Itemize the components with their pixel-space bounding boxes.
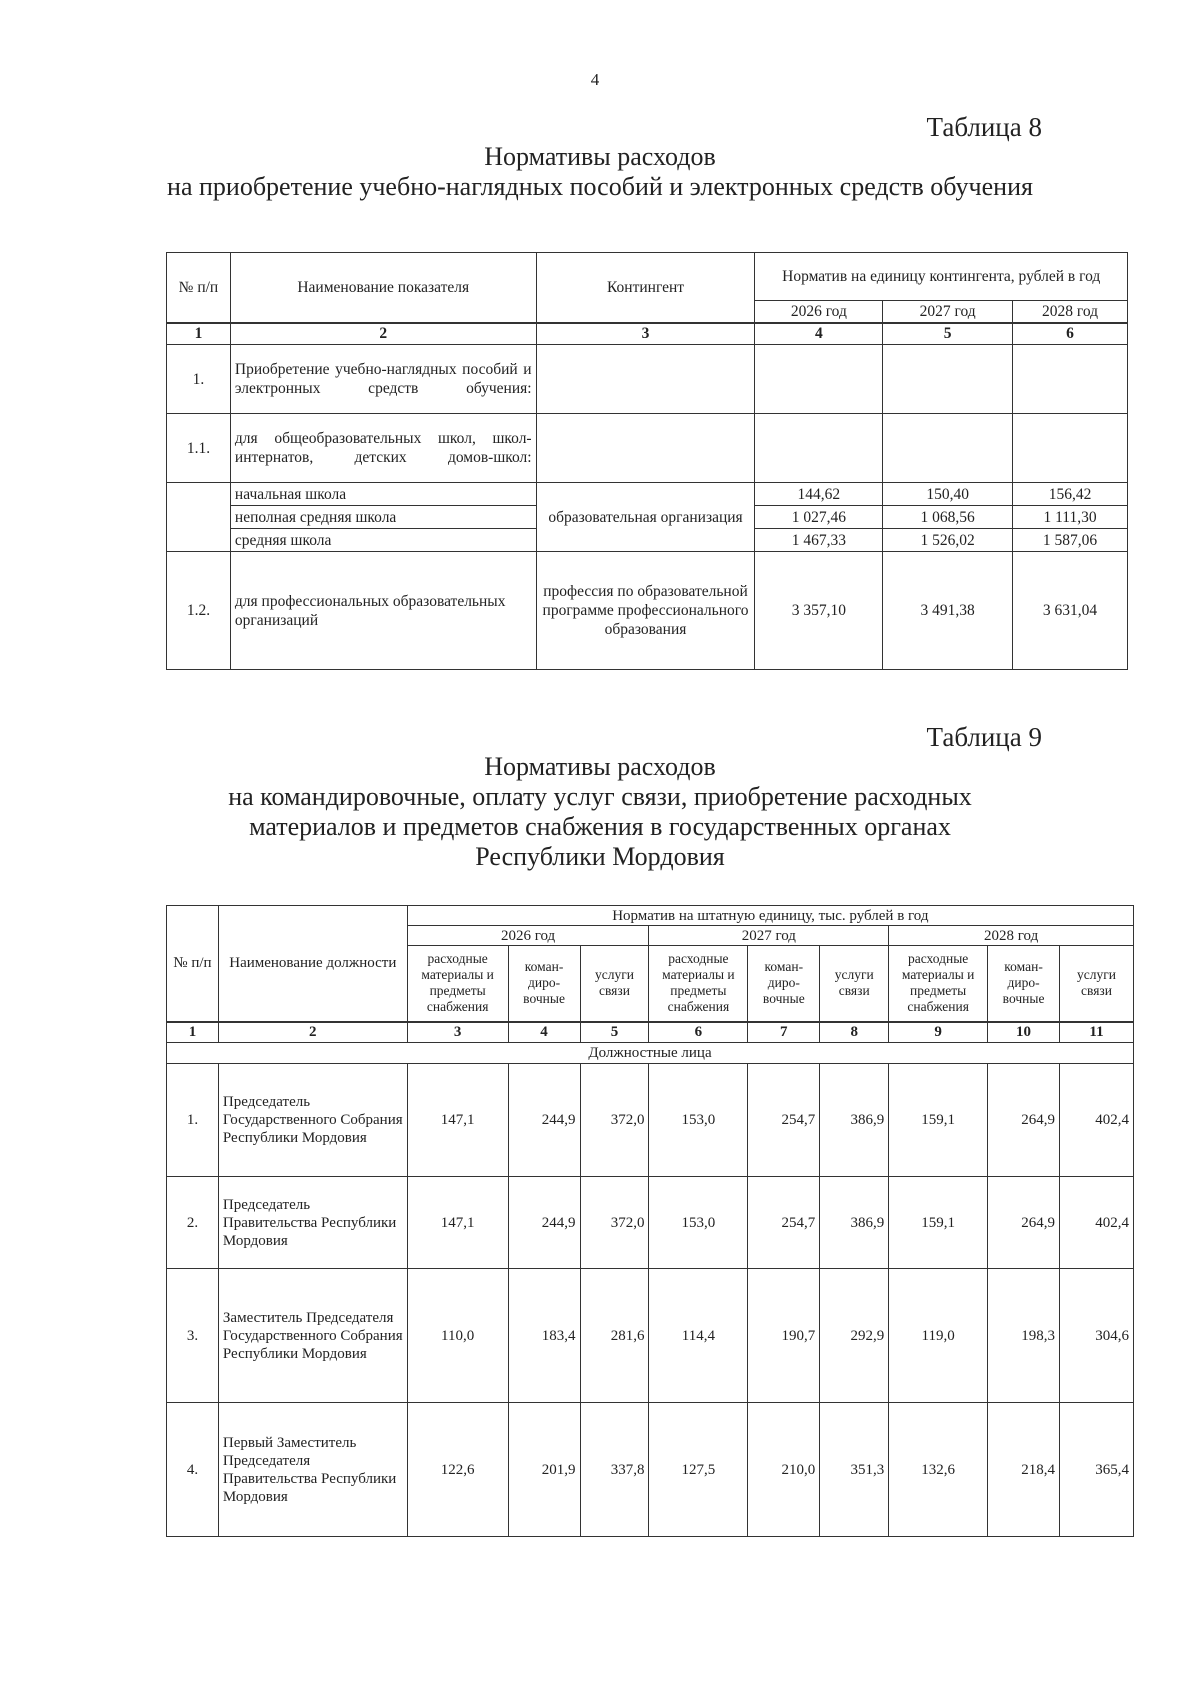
t9-value: 110,0 [407, 1269, 508, 1403]
t9-value: 153,0 [649, 1177, 748, 1269]
t9-row-num: 4. [167, 1403, 219, 1537]
t9-subheader-materials: расходные материалы и предметы снабжения [649, 946, 748, 1022]
t9-value: 304,6 [1060, 1269, 1134, 1403]
t8-sub-name: средняя школа [230, 529, 536, 552]
t8-empty-cell [883, 414, 1013, 483]
t8-value: 156,42 [1013, 483, 1128, 506]
table9-title-line4: Республики Мордовия [475, 842, 725, 871]
table8-title-line2: на приобретение учебно-наглядных пособий и электронных средств обучения [167, 172, 1033, 201]
t8-empty-cell [167, 483, 231, 552]
table8-title-line1: Нормативы расходов [484, 142, 716, 171]
t8-row-name: для общеобразовательных школ, школ-интернатов, детских домов-школ: [230, 414, 536, 483]
t8-value: 1 526,02 [883, 529, 1013, 552]
t9-header-2026: 2026 год [407, 926, 649, 946]
t9-value: 201,9 [508, 1403, 580, 1537]
t8-header-num: № п/п [167, 253, 231, 323]
t9-value: 292,9 [820, 1269, 889, 1403]
t9-value: 210,0 [748, 1403, 820, 1537]
t9-value: 119,0 [889, 1269, 988, 1403]
t8-empty-cell [536, 414, 755, 483]
t8-value: 3 631,04 [1013, 552, 1128, 670]
table8-label: Таблица 8 [926, 112, 1042, 142]
t9-header-num: № п/п [167, 906, 219, 1022]
t8-empty-cell [755, 345, 883, 414]
table-row [167, 1269, 1134, 1403]
t9-value: 153,0 [649, 1064, 748, 1177]
t8-row-num: 1. [167, 345, 231, 414]
t9-value: 386,9 [820, 1064, 889, 1177]
t8-value: 1 587,06 [1013, 529, 1128, 552]
t9-subheader-materials: расходные материалы и предметы снабжения [407, 946, 508, 1022]
t9-colnum: 7 [748, 1022, 820, 1043]
t8-value: 1 068,56 [883, 506, 1013, 529]
t9-colnum: 8 [820, 1022, 889, 1043]
t9-value: 402,4 [1060, 1064, 1134, 1177]
table-row [167, 483, 1128, 506]
table9-title-line2: на командировочные, оплату услуг связи, приобретение расходных [228, 782, 972, 811]
t8-value: 3 357,10 [755, 552, 883, 670]
t9-colnum: 5 [580, 1022, 649, 1043]
t9-value: 147,1 [407, 1064, 508, 1177]
t9-colnum: 3 [407, 1022, 508, 1043]
t9-row-name: Председатель Государственного Собрания Республики Мордовия [218, 1064, 407, 1177]
t9-header-norm: Норматив на штатную единицу, тыс. рублей в год [407, 906, 1133, 926]
t8-row-num: 1.2. [167, 552, 231, 670]
t8-colnum: 5 [883, 323, 1013, 345]
t9-colnum: 4 [508, 1022, 580, 1043]
t9-row-num: 3. [167, 1269, 219, 1403]
t9-value: 337,8 [580, 1403, 649, 1537]
table8 [166, 252, 1128, 670]
t8-header-contingent: Контингент [536, 253, 755, 323]
t9-value: 254,7 [748, 1177, 820, 1269]
t9-subheader-comm: услуги связи [1060, 946, 1134, 1022]
t9-value: 127,5 [649, 1403, 748, 1537]
t9-colnum: 9 [889, 1022, 988, 1043]
t9-value: 372,0 [580, 1177, 649, 1269]
t9-colnum: 1 [167, 1022, 219, 1043]
t8-row-name: Приобретение учебно-наглядных пособий и электронных средств обучения: [230, 345, 536, 414]
t9-value: 147,1 [407, 1177, 508, 1269]
t9-value: 264,9 [988, 1064, 1060, 1177]
t9-row-name: Председатель Правительства Республики Мордовия [218, 1177, 407, 1269]
t8-row-contingent: профессия по образовательной программе профессионального образования [536, 552, 755, 670]
t9-value: 372,0 [580, 1064, 649, 1177]
table9-title-line1: Нормативы расходов [484, 752, 716, 781]
t9-row-name: Первый Заместитель Председателя Правительства Республики Мордовия [218, 1403, 407, 1537]
t9-value: 244,9 [508, 1177, 580, 1269]
t9-value: 386,9 [820, 1177, 889, 1269]
t9-section-title: Должностные лица [167, 1043, 1134, 1064]
t8-colnum: 2 [230, 323, 536, 345]
table-row [167, 345, 1128, 414]
t9-subheader-trips: коман-диро-вочные [508, 946, 580, 1022]
t8-empty-cell [1013, 345, 1128, 414]
t8-colnum: 6 [1013, 323, 1128, 345]
t9-value: 190,7 [748, 1269, 820, 1403]
t8-value: 1 467,33 [755, 529, 883, 552]
table9-title-line3: материалов и предметов снабжения в государственных органах [249, 812, 951, 841]
t9-subheader-trips: коман-диро-вочные [748, 946, 820, 1022]
t8-sub-name: начальная школа [230, 483, 536, 506]
t9-value: 264,9 [988, 1177, 1060, 1269]
t8-colnum: 4 [755, 323, 883, 345]
t9-value: 218,4 [988, 1403, 1060, 1537]
table9-title [140, 752, 1060, 872]
t8-value: 144,62 [755, 483, 883, 506]
t8-empty-cell [883, 345, 1013, 414]
t8-empty-cell [536, 345, 755, 414]
t8-colnum: 1 [167, 323, 231, 345]
t9-subheader-comm: услуги связи [820, 946, 889, 1022]
t9-row-num: 1. [167, 1064, 219, 1177]
t8-sub-name: неполная средняя школа [230, 506, 536, 529]
table-row [167, 1403, 1134, 1537]
table-row [167, 1177, 1134, 1269]
t8-row-name: для профессиональных образовательных организаций [230, 552, 536, 670]
t9-colnum: 2 [218, 1022, 407, 1043]
t8-header-2027: 2027 год [883, 301, 1013, 323]
t9-subheader-trips: коман-диро-вочные [988, 946, 1060, 1022]
t9-subheader-materials: расходные материалы и предметы снабжения [889, 946, 988, 1022]
t8-value: 3 491,38 [883, 552, 1013, 670]
t9-colnum: 11 [1060, 1022, 1134, 1043]
t9-value: 132,6 [889, 1403, 988, 1537]
t8-colnum: 3 [536, 323, 755, 345]
table9 [166, 905, 1134, 1537]
table-row [167, 552, 1128, 670]
t9-colnum: 10 [988, 1022, 1060, 1043]
t9-header-name: Наименование должности [218, 906, 407, 1022]
t9-value: 183,4 [508, 1269, 580, 1403]
t8-row-num: 1.1. [167, 414, 231, 483]
t9-subheader-comm: услуги связи [580, 946, 649, 1022]
t8-value: 1 111,30 [1013, 506, 1128, 529]
table-row [167, 1064, 1134, 1177]
t8-empty-cell [755, 414, 883, 483]
t9-header-2028: 2028 год [889, 926, 1134, 946]
t8-header-2026: 2026 год [755, 301, 883, 323]
t9-value: 198,3 [988, 1269, 1060, 1403]
t9-value: 159,1 [889, 1064, 988, 1177]
t9-value: 402,4 [1060, 1177, 1134, 1269]
t8-sub-contingent: образовательная организация [536, 483, 755, 552]
t9-value: 159,1 [889, 1177, 988, 1269]
t8-header-name: Наименование показателя [230, 253, 536, 323]
page-number: 4 [590, 70, 600, 89]
table-row [167, 414, 1128, 483]
t9-value: 244,9 [508, 1064, 580, 1177]
t9-header-2027: 2027 год [649, 926, 889, 946]
t9-value: 365,4 [1060, 1403, 1134, 1537]
table9-label: Таблица 9 [926, 722, 1042, 752]
t9-row-name: Заместитель Председателя Государственного Собрания Республики Мордовия [218, 1269, 407, 1403]
t9-value: 351,3 [820, 1403, 889, 1537]
t8-header-2028: 2028 год [1013, 301, 1128, 323]
t9-row-num: 2. [167, 1177, 219, 1269]
t9-value: 254,7 [748, 1064, 820, 1177]
t8-value: 150,40 [883, 483, 1013, 506]
t8-header-norm: Норматив на единицу контингента, рублей в год [755, 253, 1128, 301]
t8-value: 1 027,46 [755, 506, 883, 529]
table8-title [140, 142, 1060, 202]
t9-colnum: 6 [649, 1022, 748, 1043]
t9-value: 281,6 [580, 1269, 649, 1403]
t9-value: 122,6 [407, 1403, 508, 1537]
t8-empty-cell [1013, 414, 1128, 483]
t9-value: 114,4 [649, 1269, 748, 1403]
